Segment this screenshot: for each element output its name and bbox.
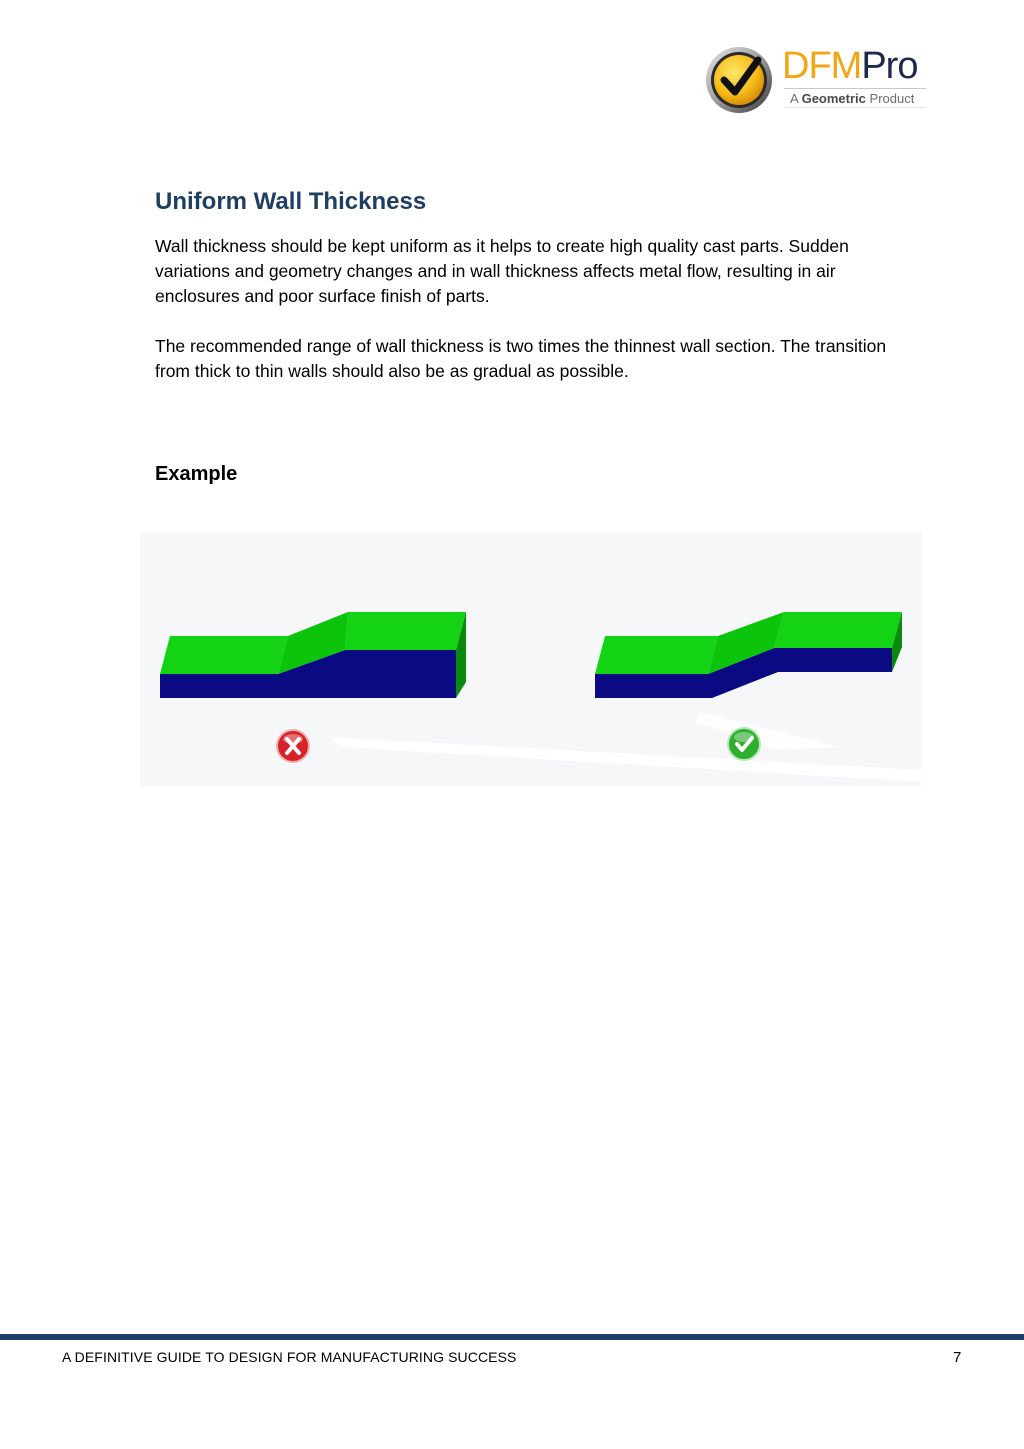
wall-thickness-illustration [140,532,922,786]
paragraph-wall-thickness: Wall thickness should be kept uniform as it helps to create high quality cast parts. Sudden variations and geometry changes and in wall thickness affects metal flow, resulting in air enclosures and poor surface finish of parts. [155,236,849,306]
bad-part-top-left [160,636,288,674]
dfmpro-logo [704,42,934,116]
bad-part-top-right [345,612,466,650]
good-part-top-right [774,612,902,648]
footer-rule [0,1334,1024,1340]
example-figure [140,532,922,786]
cross-badge-icon [277,730,309,762]
example-heading: Example [155,463,238,485]
page-number: 7 [953,1349,962,1366]
logo-tagline-bold: Geometric [801,91,866,106]
logo-tagline [790,91,914,106]
checkmark-badge-icon [704,42,774,116]
check-badge-icon [728,728,760,760]
logo-dfm: DFM [782,45,862,87]
section-title: Uniform Wall Thickness [155,188,427,215]
logo-divider [784,88,926,89]
paragraph-recommended-range: The recommended range of wall thickness is two times the thinnest wall section. The transition from thick to thin walls should also be as gradual as possible. [155,336,887,381]
logo-tagline-prefix: A [790,91,798,106]
footer-title: A DEFINITIVE GUIDE TO DESIGN FOR MANUFACTURING SUCCESS [62,1349,517,1365]
logo-tagline-suffix: Product [869,91,915,106]
good-part-top-left [595,636,718,674]
logo-pro: Pro [861,45,918,87]
logo-divider-bottom [784,107,926,108]
logo-wordmark [782,46,917,86]
